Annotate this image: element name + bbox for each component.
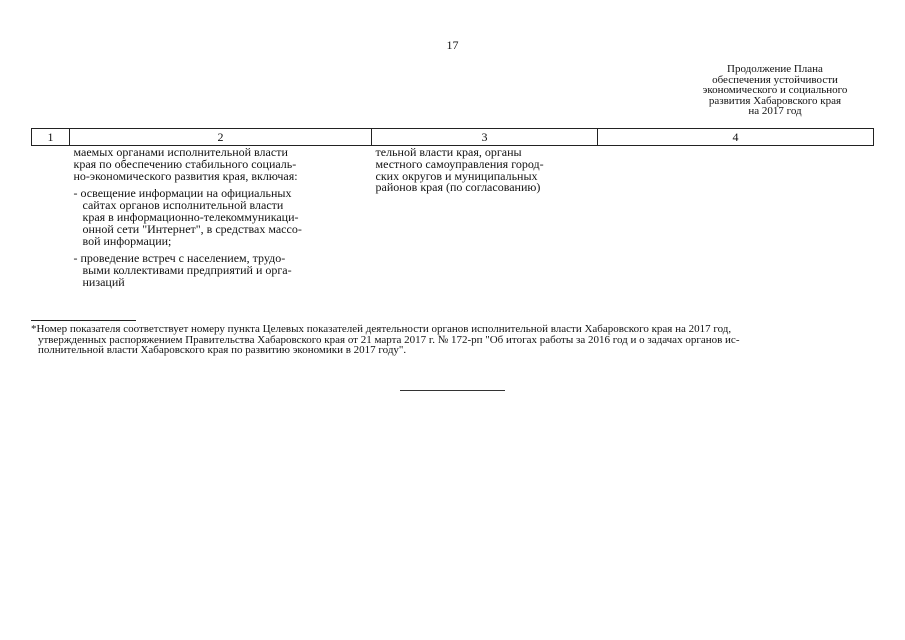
continuation-line: обеспечения устойчивости bbox=[712, 73, 838, 86]
plan-table bbox=[31, 128, 874, 289]
footnote-line: полнительной власти Хабаровского края по развитию экономики в 2017 году". bbox=[38, 344, 407, 356]
cell-text-line: тельной власти края, органы bbox=[375, 145, 522, 159]
cell-text-line: края в информационно-телекоммуникаци- bbox=[82, 209, 299, 224]
cell-text-line: - проведение встреч с населением, трудо- bbox=[73, 251, 286, 266]
responsible-text bbox=[376, 147, 594, 194]
bullet-item bbox=[74, 188, 368, 247]
cell-col4 bbox=[598, 146, 874, 289]
column-header-3: 3 bbox=[372, 129, 598, 146]
column-header-1: 1 bbox=[32, 129, 70, 146]
cell-col1 bbox=[32, 146, 70, 289]
document-end-divider bbox=[400, 390, 505, 391]
column-header-2: 2 bbox=[70, 129, 372, 146]
cell-text-line: районов края (по согласованию) bbox=[375, 180, 541, 195]
cell-text-line: края по обеспечению стабильного социаль- bbox=[73, 156, 297, 171]
footnote-line: *Номер показателя соответствует номеру пункта Целевых показателей деятельности органов исполнительной власти Хабаровского края на 2017 год, bbox=[31, 323, 732, 335]
continuation-line: экономического и социального bbox=[702, 84, 848, 96]
cell-text-line: ских округов и муниципальных bbox=[375, 168, 538, 183]
continuation-line: Продолжение Плана bbox=[727, 63, 823, 75]
continuation-header bbox=[680, 64, 870, 117]
page-number: 17 bbox=[446, 38, 459, 52]
table-header-row bbox=[32, 129, 874, 146]
cell-text-line: низаций bbox=[82, 274, 125, 289]
cell-text-line: местного самоуправления город- bbox=[375, 156, 544, 171]
cell-col2 bbox=[70, 146, 372, 289]
footnote bbox=[31, 324, 876, 356]
cell-text-line: выми коллективами предприятий и орга- bbox=[82, 263, 292, 278]
cell-col3 bbox=[372, 146, 598, 289]
table-row bbox=[32, 146, 874, 289]
footnote-line: утвержденных распоряжением Правительства Хабаровского края от 21 марта 2017 г. № 172-рп "Об итогах работы за 2016 год и о задачах органов ис- bbox=[38, 333, 740, 346]
footnote-divider bbox=[31, 320, 136, 321]
measures-intro bbox=[74, 147, 368, 182]
cell-text-line: онной сети "Интернет", в средствах массо- bbox=[82, 221, 302, 236]
cell-text-line: вой информации; bbox=[82, 233, 172, 248]
cell-text-line: маемых органами исполнительной власти bbox=[73, 145, 288, 159]
continuation-line: развития Хабаровского края bbox=[708, 94, 842, 107]
cell-text-line: - освещение информации на официальных bbox=[73, 186, 292, 201]
cell-text-line: но-экономического развития края, включая: bbox=[73, 168, 298, 183]
cell-text-line: сайтах органов исполнительной власти bbox=[82, 198, 284, 213]
column-header-4: 4 bbox=[598, 129, 874, 146]
continuation-line: на 2017 год bbox=[748, 105, 802, 117]
bullet-item bbox=[74, 253, 368, 288]
